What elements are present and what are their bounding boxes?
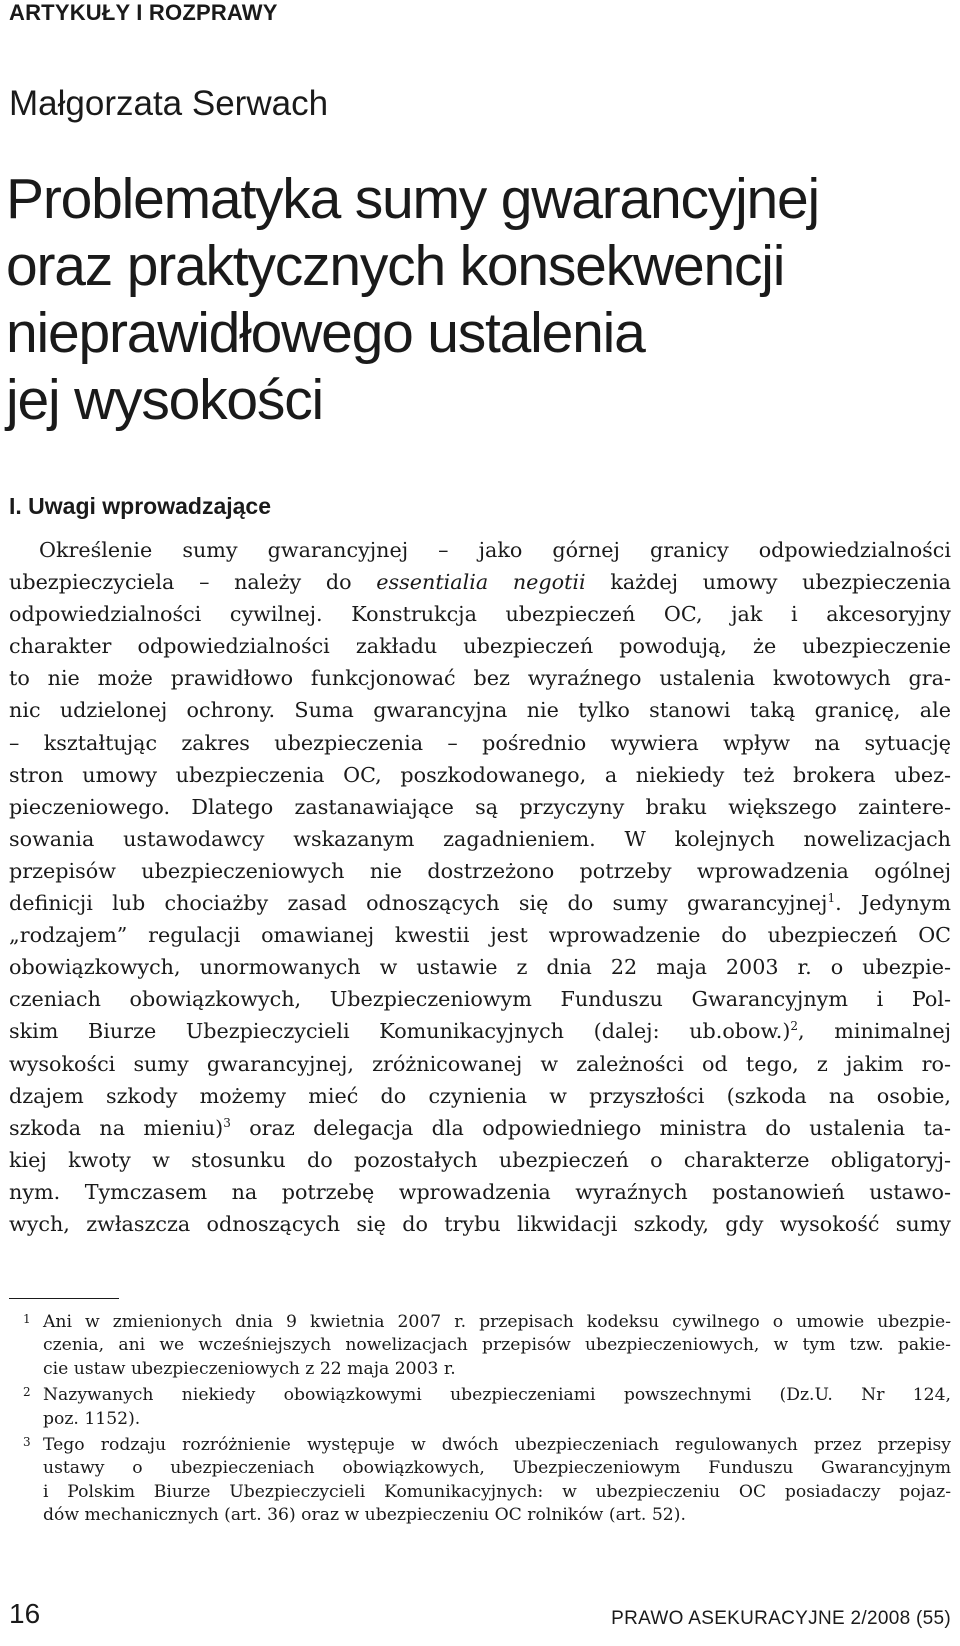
body-line xyxy=(9,1144,951,1176)
footnote-item xyxy=(9,1434,951,1528)
body-text-segment: szkoda na mieniu) xyxy=(9,1115,224,1140)
title-line: jej wysokości xyxy=(6,368,323,432)
body-line xyxy=(9,1048,951,1080)
footnote-line: czenia, ani we wcześniejszych nowelizacjach przepisów ubezpieczeniowych, w tym tzw. pakie- xyxy=(43,1335,951,1356)
footnote-line: poz. 1152). xyxy=(43,1408,141,1429)
body-text-segment: charakter odpowiedzialności zakładu ubezpieczeń powodują, że ubezpieczenie xyxy=(9,634,951,659)
body-line xyxy=(9,1176,951,1208)
body-line xyxy=(9,823,951,855)
body-text-segment: stron umowy ubezpieczenia OC, poszkodowanego, a niekiedy też brokera ubez- xyxy=(9,762,951,787)
footnote-line: cie ustaw ubezpieczeniowych z 22 maja 2003 r. xyxy=(43,1358,456,1379)
body-line xyxy=(9,887,951,919)
footnote-number: 2 xyxy=(23,1385,31,1400)
body-line xyxy=(9,855,951,887)
body-line xyxy=(9,1015,951,1047)
body-text-segment: . Jedynym xyxy=(835,891,951,916)
body-text-segment: , minimalnej xyxy=(798,1019,951,1044)
footnote-ref[interactable]: 3 xyxy=(223,1115,231,1130)
body-text-segment: skim Biurze Ubezpieczycieli Komunikacyjnych (dalej: ub.obow.) xyxy=(9,1019,791,1044)
body-text-segment: – kształtując zakres ubezpieczenia – pośrednio wywiera wpływ na sytuację xyxy=(9,730,951,755)
footnote-ref[interactable]: 1 xyxy=(827,891,836,906)
body-text-segment: kiej kwoty w stosunku do pozostałych ubezpieczeń o charakterze obligatoryj- xyxy=(9,1147,951,1172)
body-line xyxy=(9,1112,951,1144)
body-text-segment: nym. Tymczasem na potrzebę wprowadzenia wyraźnych postanowień ustawo- xyxy=(9,1179,951,1204)
body-text-segment: wych, zwłaszcza odnoszących się do trybu likwidacji szkody, gdy wysokość sumy xyxy=(9,1211,951,1236)
body-line xyxy=(9,759,951,791)
body-text-segment: nic udzielonej ochrony. Suma gwarancyjna nie tylko stanowi taką granicę, ale xyxy=(9,698,951,723)
footnote-line: dów mechanicznych (art. 36) oraz w ubezpieczeniu OC rolników (art. 52). xyxy=(43,1505,686,1526)
body-line xyxy=(9,630,951,662)
title-line: oraz praktycznych konsekwencji xyxy=(6,234,785,298)
footnote-line: ustawy o ubezpieczeniach obowiązkowych, Ubezpieczeniowym Funduszu Gwarancyjnym xyxy=(43,1458,951,1479)
footnote-number: 3 xyxy=(23,1435,31,1450)
journal-footer: PRAWO ASEKURACYJNE 2/2008 (55) xyxy=(611,1608,951,1629)
footnote-divider xyxy=(9,1298,119,1299)
footnote-line: Ani w zmienionych dnia 9 kwietnia 2007 r. przepisach kodeksu cywilnego o umowie ubezpie- xyxy=(43,1312,951,1332)
title-line: Problematyka sumy gwarancyjnej xyxy=(6,167,820,231)
section-label: ARTYKUŁY I ROZPRAWY xyxy=(9,0,278,25)
body-text-segment: pieczeniowego. Dlatego zastanawiające są przyczyny braku większego zaintere- xyxy=(9,794,951,819)
body-paragraph xyxy=(9,534,951,1240)
article-author: Małgorzata Serwach xyxy=(9,84,329,123)
body-line xyxy=(9,951,951,983)
italic-term: essentialia negotii xyxy=(376,570,586,595)
footnote-item xyxy=(9,1311,951,1381)
body-line xyxy=(9,983,951,1015)
footnote-line: Nazywanych niekiedy obowiązkowymi ubezpieczeniami powszechnymi (Dz.U. Nr 124, xyxy=(43,1385,951,1406)
title-line: nieprawidłowego ustalenia xyxy=(6,301,645,365)
body-text-segment: to nie może prawidłowo funkcjonować bez wyraźnego ustalenia kwotowych gra- xyxy=(9,666,951,691)
body-text-segment: odpowiedzialności cywilnej. Konstrukcja ubezpieczeń OC, jak i akcesoryjny xyxy=(9,602,951,627)
footnote-line: i Polskim Biurze Ubezpieczycieli Komunikacyjnych: w ubezpieczeniu OC posiadaczy pojaz- xyxy=(43,1481,951,1502)
body-line xyxy=(9,727,951,759)
body-text-segment: przepisów ubezpieczeniowych nie dostrzeżono potrzeby wprowadzenia ogólnej xyxy=(9,858,951,883)
body-text-segment: dzajem szkody możemy mieć do czynienia w przyszłości (szkoda na osobie, xyxy=(9,1083,951,1108)
body-line xyxy=(9,662,951,694)
body-line xyxy=(9,1208,951,1240)
body-text-segment: każdej umowy ubezpieczenia xyxy=(585,570,951,595)
body-text-segment: sowania ustawodawcy wskazanym zagadnieniem. W kolejnych nowelizacjach xyxy=(9,826,951,851)
body-line xyxy=(9,919,951,951)
body-text-segment: oraz delegacja dla odpowiedniego ministra do ustalenia ta- xyxy=(230,1115,951,1140)
footnote-item xyxy=(9,1384,951,1431)
footnote-line: Tego rodzaju rozróżnienie występuje w dwóch ubezpieczeniach regulowanych przez przepisy xyxy=(43,1435,951,1456)
body-text-segment: „rodzajem” regulacji omawianej kwestii jest wprowadzenie do ubezpieczeń OC xyxy=(9,923,951,948)
body-line xyxy=(9,598,951,630)
body-text-segment: wysokości sumy gwarancyjnej, zróżnicowanej w zależności od tego, z jakim ro- xyxy=(9,1051,951,1076)
body-line xyxy=(9,566,951,598)
body-line xyxy=(9,694,951,726)
body-text-segment: ubezpieczyciela – należy do xyxy=(9,570,377,595)
body-line xyxy=(9,791,951,823)
body-text-segment: obowiązkowych, unormowanych w ustawie z dnia 22 maja 2003 r. o ubezpie- xyxy=(9,955,951,980)
page-number: 16 xyxy=(9,1598,41,1629)
footnote-ref[interactable]: 2 xyxy=(790,1019,799,1034)
body-text-segment: definicji lub chociażby zasad odnoszących się do sumy gwarancyjnej xyxy=(9,891,828,916)
body-text-segment: czeniach obowiązkowych, Ubezpieczeniowym Funduszu Gwarancyjnym i Pol- xyxy=(9,987,951,1012)
article-title xyxy=(6,166,946,434)
body-line xyxy=(9,1080,951,1112)
section-heading: I. Uwagi wprowadzające xyxy=(9,493,272,519)
body-line xyxy=(9,534,951,566)
body-text-segment: Określenie sumy gwarancyjnej – jako górnej granicy odpowiedzialności xyxy=(39,538,951,562)
footnotes xyxy=(9,1311,951,1531)
footnote-number: 1 xyxy=(23,1312,31,1326)
